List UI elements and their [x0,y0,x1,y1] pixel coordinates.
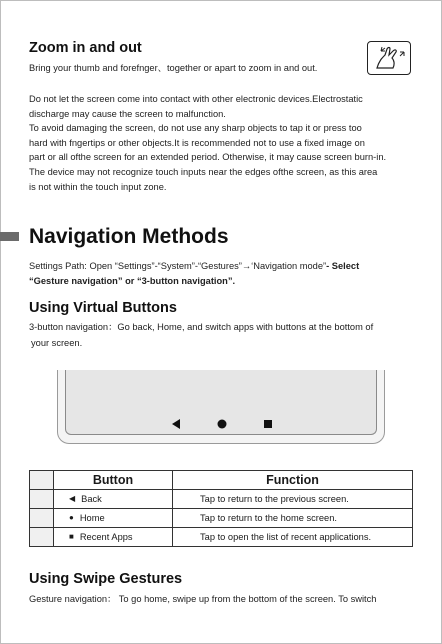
virtual-buttons-line: 3-button navigation：Go back, Home, and switch apps with buttons at the bottom of [29,322,374,332]
warning-line: part or all ofthe screen for an extended period. Otherwise, it may cause screen burn-in. [29,152,387,163]
button-label: Recent Apps [79,532,133,542]
settings-path [29,259,359,274]
back-icon [171,419,181,429]
warning-line: is not within the touch input zone. [29,181,167,192]
table-cell-function: Tap to open the list of recent applications. [173,528,413,547]
swipe-heading: Using Swipe Gestures [29,571,183,587]
navigation-heading: Navigation Methods [29,225,229,248]
recent-apps-icon [263,419,273,429]
table-header-spacer [30,471,54,490]
table-header-button: Button [54,471,173,490]
table-row-spacer [30,509,54,528]
table-row [30,509,413,528]
home-icon: ● [69,513,74,522]
table-row-spacer [30,528,54,547]
settings-options: “Gesture navigation” or “3-button navigation”. [29,276,236,286]
table-cell-function: Tap to return to the previous screen. [173,490,413,509]
zoom-text: Bring your thumb and forefnger、together or apart to zoom in and out. [29,63,318,73]
warning-line: To avoid damaging the screen, do not use any sharp objects to tap it or press too [29,123,362,134]
settings-select-text: - Select [326,261,360,271]
warning-line: Do not let the screen come into contact with other electronic devices.Electrostatic [29,94,363,104]
button-function-table [29,470,413,547]
table-cell-button [54,509,173,528]
table-row [30,490,413,509]
pinch-zoom-icon [367,41,411,75]
warning-line: discharge may cause the screen to malfunction. [29,108,226,119]
table-cell-function: Tap to return to the home screen. [173,509,413,528]
table-cell-button [54,490,173,509]
button-label: Back [81,494,102,504]
device-illustration [57,370,385,444]
table-row-spacer [30,490,54,509]
swipe-text: Gesture navigation： To go home, swipe up from the bottom of the screen. To switch [29,594,377,604]
home-icon [217,419,227,429]
zoom-heading: Zoom in and out [29,40,142,56]
virtual-buttons-line: your screen. [31,338,83,348]
settings-path-text: Settings Path: Open “Settings”-“System”-“Gestures”→‘Navigation mode” [29,261,327,271]
warning-line: The device may not recognize touch inputs near the edges ofthe screen, as this area [29,167,378,177]
virtual-buttons-heading: Using Virtual Buttons [29,300,177,316]
section-marker [0,232,19,241]
table-header-function: Function [173,471,413,490]
table-row [30,528,413,547]
device-screen [65,370,377,435]
table-cell-button [54,528,173,547]
back-icon: ◀ [69,494,76,503]
button-label: Home [79,513,105,523]
recent-apps-icon: ■ [69,532,74,541]
warning-line: hard with fngertips or other objects.It is recommended not to use a fixed image on [29,137,365,148]
table-header-row [30,471,413,490]
